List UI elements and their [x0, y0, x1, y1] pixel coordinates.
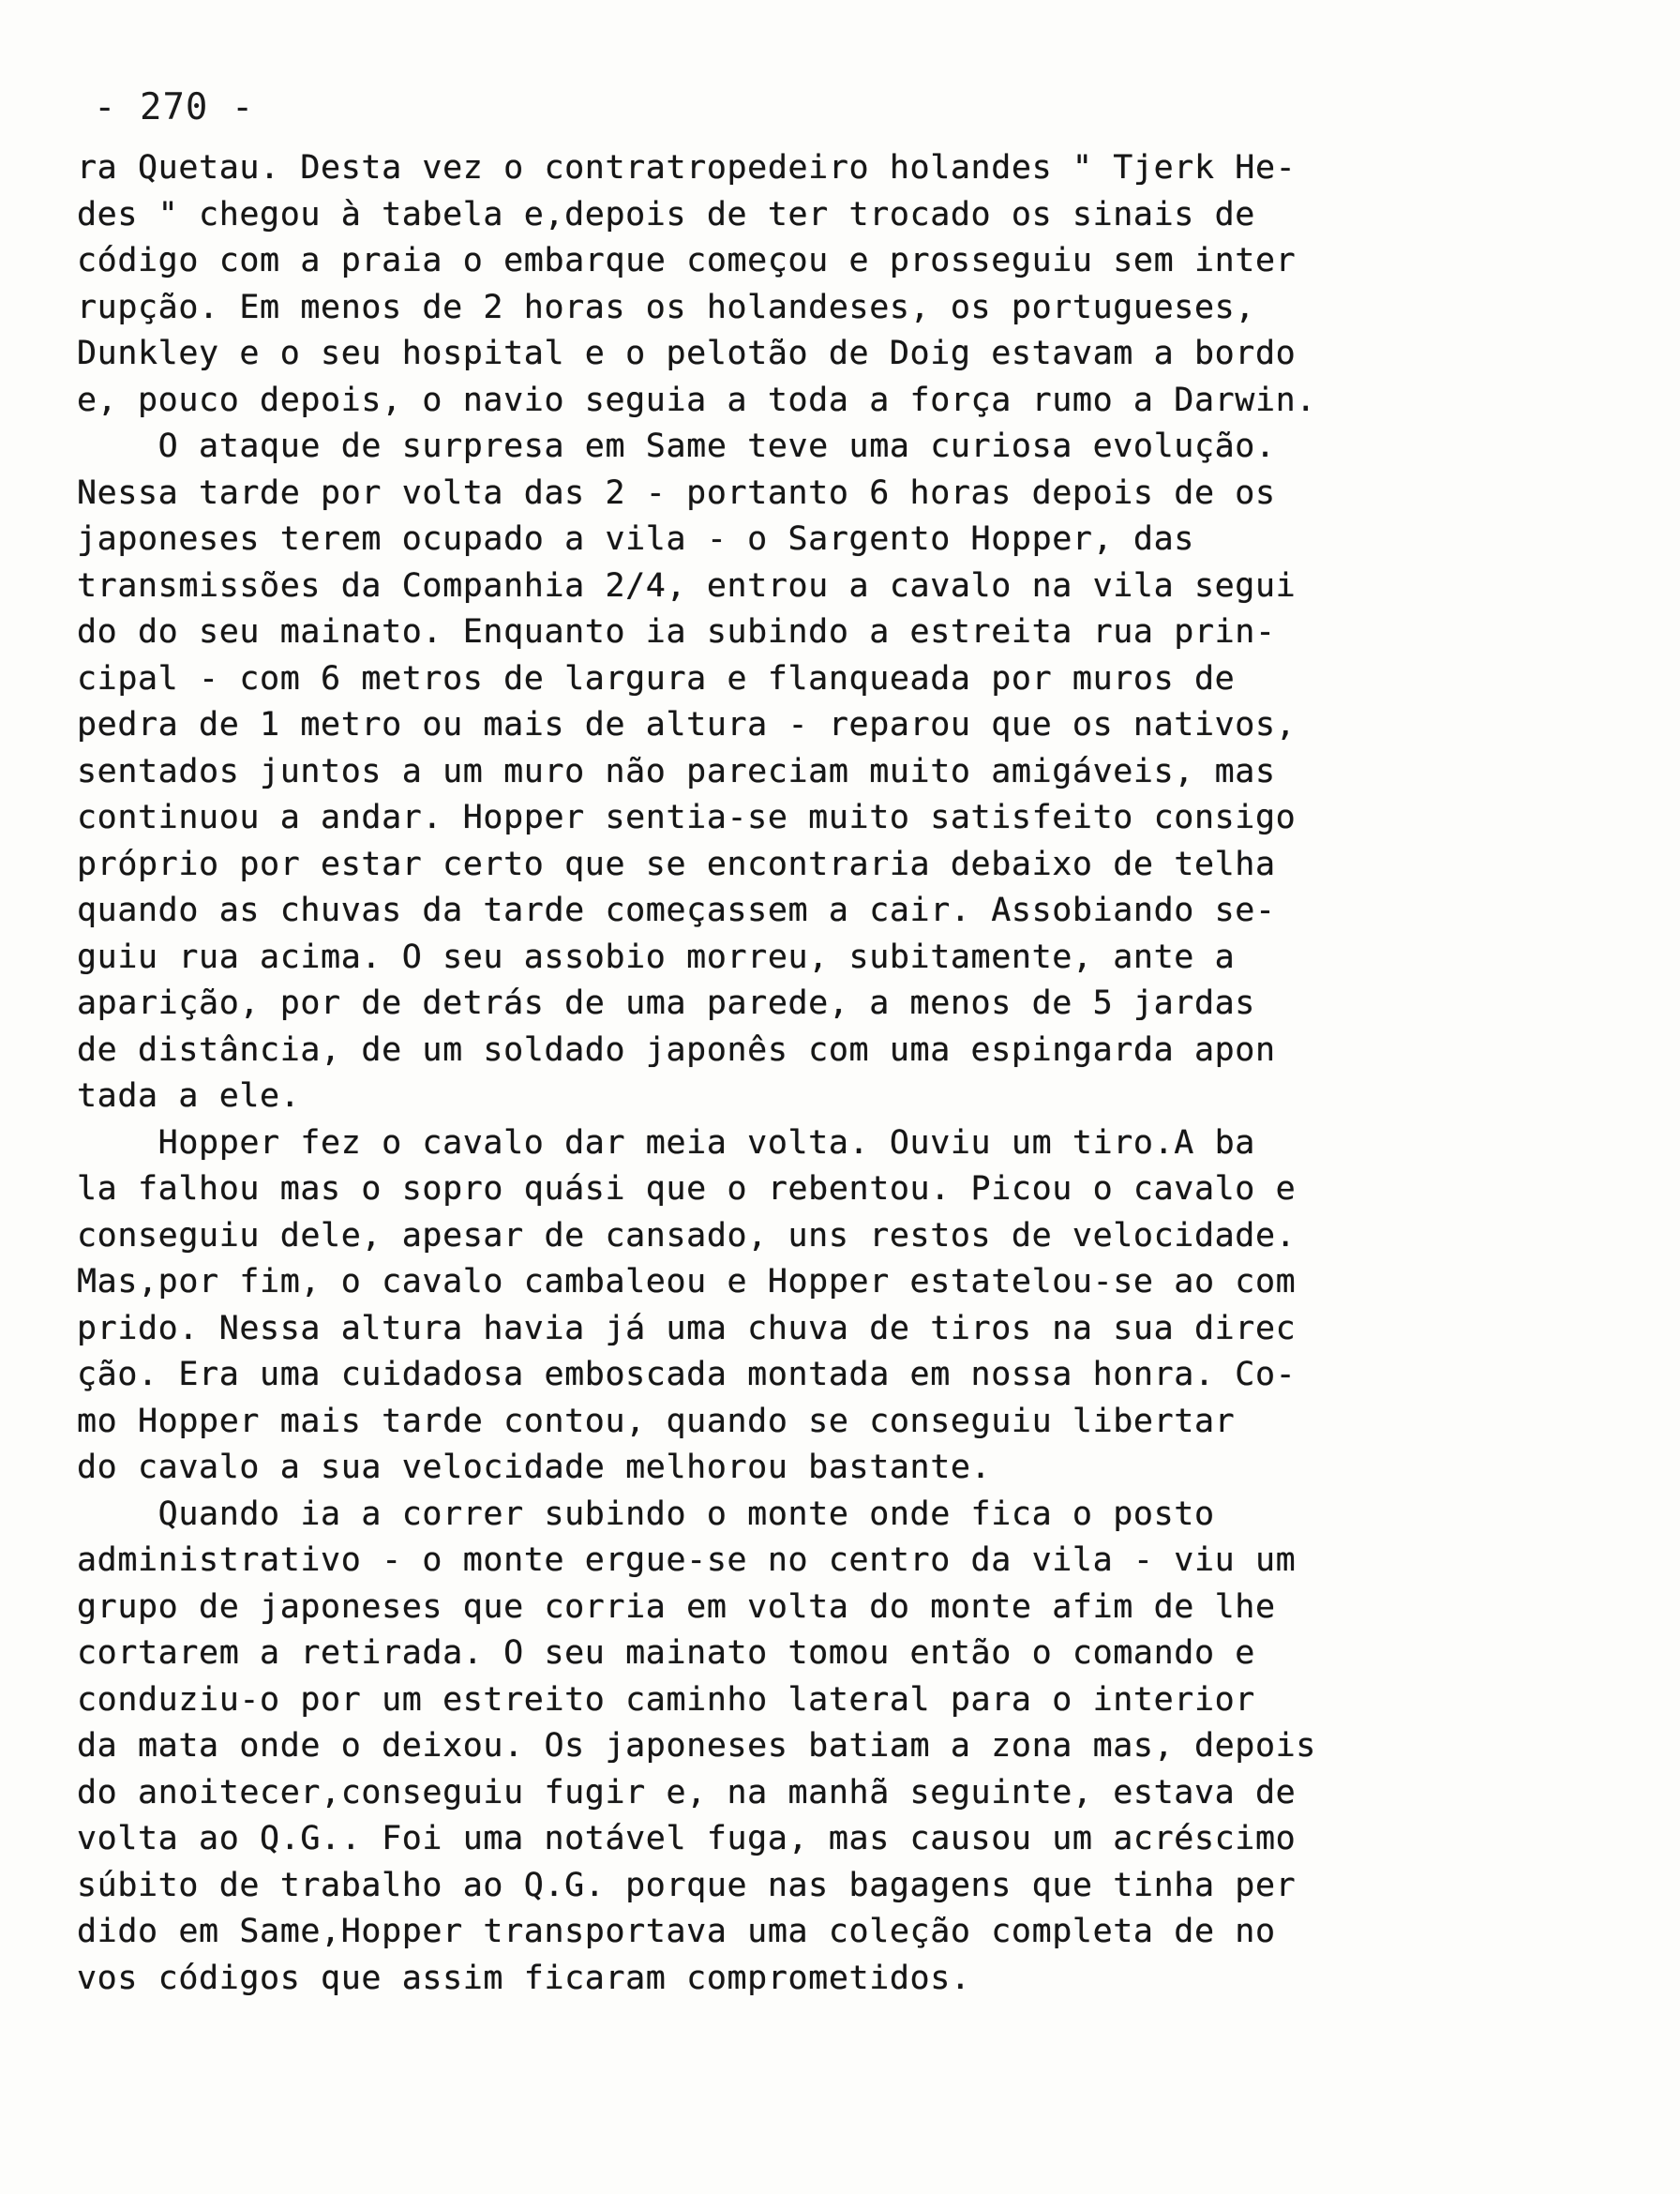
text-line: prido. Nessa altura havia já uma chuva de tiros na sua direc [77, 1309, 1297, 1347]
text-line: ra Quetau. Desta vez o contratropedeiro holandes " Tjerk He- [77, 149, 1297, 187]
text-line: Dunkley e o seu hospital e o pelotão de Doig estavam a bordo [77, 335, 1297, 372]
text-line: súbito de trabalho ao Q.G. porque nas bagagens que tinha per [77, 1866, 1297, 1904]
text-line: Quando ia a correr subindo o monte onde fica o posto [77, 1495, 1215, 1533]
text-line: transmissões da Companhia 2/4, entrou a cavalo na vila segui [77, 566, 1297, 605]
text-line: sentados juntos a um muro não pareciam muito amigáveis, mas [77, 752, 1276, 790]
text-line: da mata onde o deixou. Os japoneses batiam a zona mas, depois [77, 1727, 1316, 1765]
text-line: Mas,por fim, o cavalo cambaleou e Hopper estatelou-se ao com [77, 1263, 1297, 1300]
text-line: vos códigos que assim ficaram comprometidos. [77, 1959, 971, 1997]
text-line: administrativo - o monte ergue-se no centro da vila - viu um [77, 1541, 1297, 1579]
text-line: do do seu mainato. Enquanto ia subindo a estreita rua prin- [77, 613, 1276, 651]
text-line: código com a praia o embarque começou e prosseguiu sem inter [77, 242, 1297, 279]
text-line: conseguiu dele, apesar de cansado, uns restos de velocidade. [77, 1216, 1297, 1255]
page-number: - 270 - [94, 86, 255, 128]
text-line: Nessa tarde por volta das 2 - portanto 6 horas depois de os [77, 473, 1276, 512]
text-line: tada a ele. [77, 1077, 301, 1115]
text-line: ção. Era uma cuidadosa emboscada montada em nossa honra. Co- [77, 1356, 1297, 1393]
text-line: de distância, de um soldado japonês com uma espingarda apon [77, 1030, 1276, 1069]
text-line: mo Hopper mais tarde contou, quando se conseguiu libertar [77, 1402, 1236, 1440]
text-line: do anoitecer,conseguiu fugir e, na manhã seguinte, estava de [77, 1773, 1297, 1811]
text-line: O ataque de surpresa em Same teve uma curiosa evolução. [77, 428, 1276, 465]
text-line: Hopper fez o cavalo dar meia volta. Ouviu um tiro.A ba [77, 1123, 1255, 1162]
text-line: volta ao Q.G.. Foi uma notável fuga, mas causou um acréscimo [77, 1820, 1297, 1857]
text-line: guiu rua acima. O seu assobio morreu, subitamente, ante a [77, 938, 1236, 976]
text-line: pedra de 1 metro ou mais de altura - reparou que os nativos, [77, 706, 1297, 744]
text-line: e, pouco depois, o navio seguia a toda a força rumo a Darwin. [77, 381, 1316, 419]
text-line: do cavalo a sua velocidade melhorou bastante. [77, 1449, 992, 1486]
text-line: rupção. Em menos de 2 horas os holandeses, os portugueses, [77, 288, 1255, 326]
text-line: próprio por estar certo que se encontraria debaixo de telha [77, 845, 1276, 883]
text-line: japoneses terem ocupado a vila - o Sargento Hopper, das [77, 520, 1194, 558]
text-line: cipal - com 6 metros de largura e flanqueada por muros de [77, 659, 1236, 698]
text-line: aparição, por de detrás de uma parede, a menos de 5 jardas [77, 984, 1255, 1022]
text-line: la falhou mas o sopro quási que o rebentou. Picou o cavalo e [77, 1170, 1297, 1208]
text-line: conduziu-o por um estreito caminho lateral para o interior [77, 1680, 1255, 1719]
body-text [77, 145, 1614, 2002]
text-line: continuou a andar. Hopper sentia-se muito satisfeito consigo [77, 799, 1297, 836]
text-line: quando as chuvas da tarde começassem a cair. Assobiando se- [77, 892, 1276, 929]
text-line: des " chegou à tabela e,depois de ter trocado os sinais de [77, 195, 1255, 233]
text-line: dido em Same,Hopper transportava uma coleção completa de no [77, 1913, 1276, 1950]
text-line: grupo de japoneses que corria em volta do monte afim de lhe [77, 1587, 1276, 1626]
text-line: cortarem a retirada. O seu mainato tomou então o comando e [77, 1634, 1255, 1672]
